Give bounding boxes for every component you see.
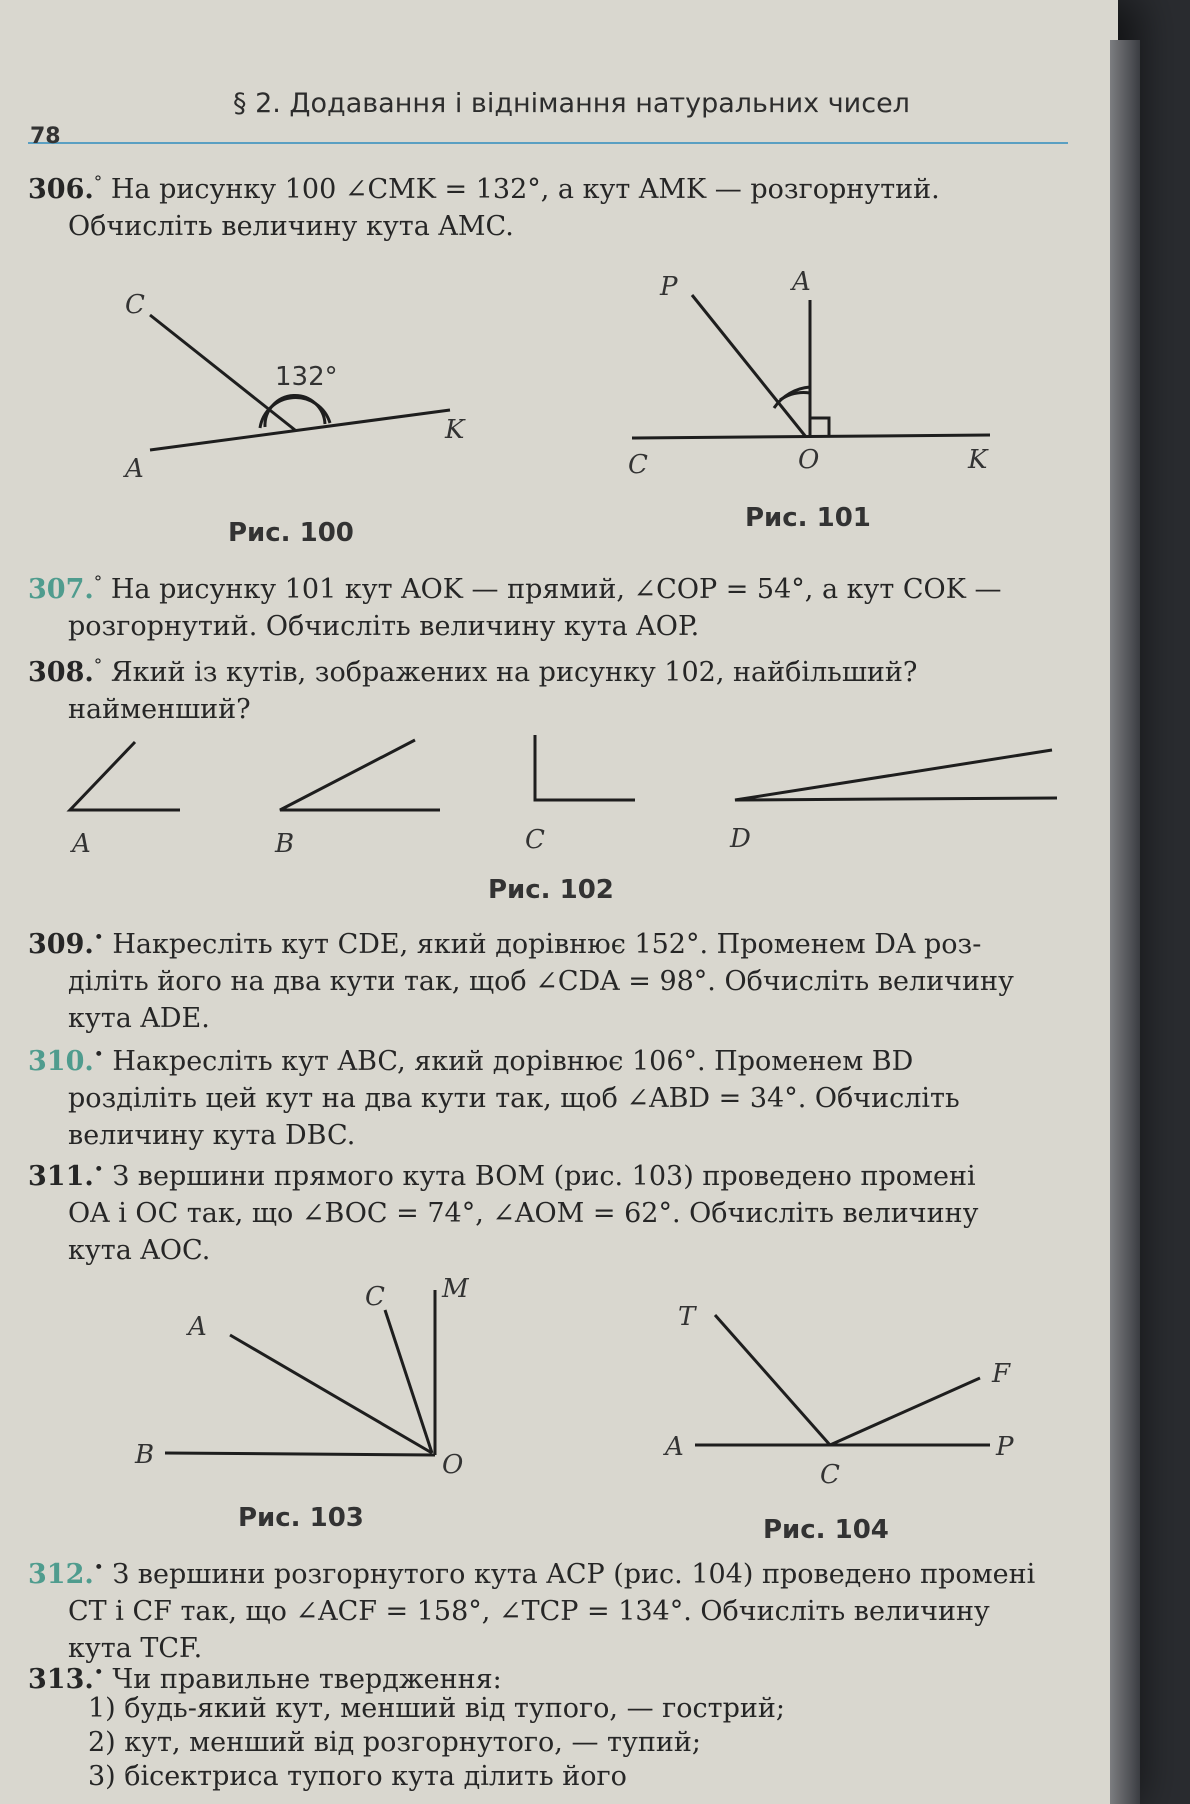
task-text-line: розділіть цей кут на два кути так, щоб ∠ABD = 34°. Обчисліть	[68, 1083, 960, 1114]
list-item: 1) будь-який кут, менший від тупого, — гострий;	[88, 1693, 785, 1724]
task-text-line: З вершини прямого кута BOM (рис. 103) проведено промені	[112, 1161, 976, 1192]
task-text-line: найменший?	[68, 694, 251, 725]
task-306: 306.° На рисунку 100 ∠CMK = 132°, а кут AMK — розгорнутий. Обчисліть величину кута AMC.	[28, 165, 1088, 245]
angle-b	[280, 740, 440, 810]
task-text-line: OA і OC так, що ∠BOC = 74°, ∠AOM = 62°. Обчисліть величину	[68, 1198, 979, 1229]
label-a: A	[792, 267, 811, 297]
figure-101	[620, 260, 1000, 480]
label-o: O	[798, 445, 820, 475]
figure-102	[60, 730, 1070, 860]
label-d: D	[730, 824, 751, 854]
caption-fig-101: Рис. 101	[745, 503, 871, 533]
task-text-line: З вершини розгорнутого кута ACP (рис. 104) проведено промені	[112, 1559, 1036, 1590]
caption-fig-103: Рис. 103	[238, 1503, 364, 1533]
task-312: 312.• З вершини розгорнутого кута ACP (рис. 104) проведено промені CT і CF так, що ∠ACF = 158°, ∠TCP = 134°. Обчисліть величину кута TCF.	[28, 1550, 1088, 1667]
figure-100	[110, 285, 490, 485]
task-number: 306.	[28, 174, 94, 205]
angle-d	[735, 750, 1057, 800]
angle-arc	[260, 398, 330, 428]
section-title: § 2. Додавання і віднімання натуральних чисел	[233, 88, 910, 119]
ray-ct	[715, 1315, 830, 1445]
caption-fig-104: Рис. 104	[763, 1515, 889, 1545]
task-number: 309.	[28, 929, 94, 960]
ray-op	[692, 295, 806, 437]
task-number: 307.	[28, 574, 94, 605]
task-309: 309.• Накресліть кут CDE, який дорівнює 152°. Променем DA роз- діліть його на два кути так, щоб ∠CDA = 98°. Обчисліть величину кута ADE.	[28, 920, 1088, 1037]
task-text-line: Чи правильне твердження:	[112, 1664, 502, 1695]
task-text-line: Обчисліть величину кута AMC.	[68, 211, 514, 242]
task-text-line: На рисунку 101 кут AOK — прямий, ∠COP = 54°, а кут COK —	[110, 574, 1002, 605]
ray-cf	[830, 1378, 980, 1445]
task-text-line: На рисунку 100 ∠CMK = 132°, а кут AMK — розгорнутий.	[110, 174, 940, 205]
list-item: 3) бісектриса тупого кута ділить його	[88, 1761, 627, 1792]
label-c: C	[628, 450, 648, 480]
label-p: P	[660, 272, 678, 302]
task-text-line: кута TCF.	[68, 1633, 203, 1664]
ray-ob	[165, 1453, 435, 1455]
label-o: O	[442, 1450, 464, 1480]
ray-oa	[230, 1335, 432, 1453]
label-c: C	[525, 825, 545, 855]
task-307: 307.° На рисунку 101 кут AOK — прямий, ∠COP = 54°, а кут COK — розгорнутий. Обчисліть величину кута AOP.	[28, 565, 1088, 645]
task-number: 308.	[28, 657, 94, 688]
task-313-list	[88, 1692, 785, 1794]
angle-c	[535, 735, 635, 800]
page-edge-shadow	[1110, 40, 1140, 1804]
label-a: A	[665, 1432, 684, 1462]
ray-ak	[150, 410, 450, 450]
angle-arc	[265, 395, 325, 427]
task-text-line: кута AOC.	[68, 1235, 211, 1266]
label-t: T	[678, 1302, 696, 1332]
label-f: F	[992, 1359, 1011, 1389]
task-311: 311.• З вершини прямого кута BOM (рис. 103) проведено промені OA і OC так, що ∠BOC = 74°, ∠AOM = 62°. Обчисліть величину кута AOC.	[28, 1152, 1088, 1269]
ray-mc	[150, 315, 295, 430]
task-text-line: розгорнутий. Обчисліть величину кута AOP.	[68, 611, 700, 642]
label-k: K	[968, 445, 988, 475]
task-310: 310.• Накресліть кут ABC, який дорівнює 106°. Променем BD розділіть цей кут на два кути так, щоб ∠ABD = 34°. Обчисліть величину кута DBC.	[28, 1037, 1088, 1154]
label-c: C	[125, 290, 145, 320]
ray-oc	[385, 1310, 432, 1453]
label-b: B	[275, 829, 295, 859]
task-308: 308.° Який із кутів, зображених на рисунку 102, найбільший? найменший?	[28, 648, 1088, 728]
page-header	[28, 88, 1068, 149]
task-text-line: Накресліть кут CDE, який дорівнює 152°. Променем DA роз-	[112, 929, 982, 960]
task-text-line: CT і CF так, що ∠ACF = 158°, ∠TCP = 134°. Обчисліть величину	[68, 1596, 990, 1627]
label-c: C	[365, 1282, 385, 1312]
figure-103	[120, 1270, 500, 1490]
label-a: A	[72, 829, 91, 859]
label-a: A	[125, 454, 144, 484]
task-text-line: кута ADE.	[68, 1003, 210, 1034]
label-p: P	[996, 1432, 1014, 1462]
angle-value: 132°	[275, 362, 338, 392]
label-a: A	[188, 1312, 207, 1342]
angle-a	[70, 742, 180, 810]
figure-104	[660, 1290, 1040, 1490]
task-text-line: Який із кутів, зображених на рисунку 102, найбільший?	[110, 657, 918, 688]
task-text-line: діліть його на два кути так, щоб ∠CDA = 98°. Обчисліть величину	[68, 966, 1014, 997]
label-k: K	[445, 415, 465, 445]
task-number: 311.	[28, 1161, 94, 1192]
task-text-line: величину кута DBC.	[68, 1120, 356, 1151]
task-number: 313.	[28, 1664, 94, 1695]
task-number: 310.	[28, 1046, 94, 1077]
task-number: 312.	[28, 1559, 94, 1590]
right-angle-mark	[810, 418, 829, 437]
task-313: 313.• Чи правильне твердження:	[28, 1663, 502, 1695]
label-c: C	[820, 1460, 840, 1490]
caption-fig-100: Рис. 100	[228, 518, 354, 548]
caption-fig-102: Рис. 102	[488, 875, 614, 905]
list-item: 2) кут, менший від розгорнутого, — тупий;	[88, 1727, 701, 1758]
page-number: 78	[30, 124, 61, 149]
label-m: M	[442, 1274, 469, 1304]
task-text-line: Накресліть кут ABC, який дорівнює 106°. Променем BD	[112, 1046, 914, 1077]
label-b: B	[135, 1440, 155, 1470]
